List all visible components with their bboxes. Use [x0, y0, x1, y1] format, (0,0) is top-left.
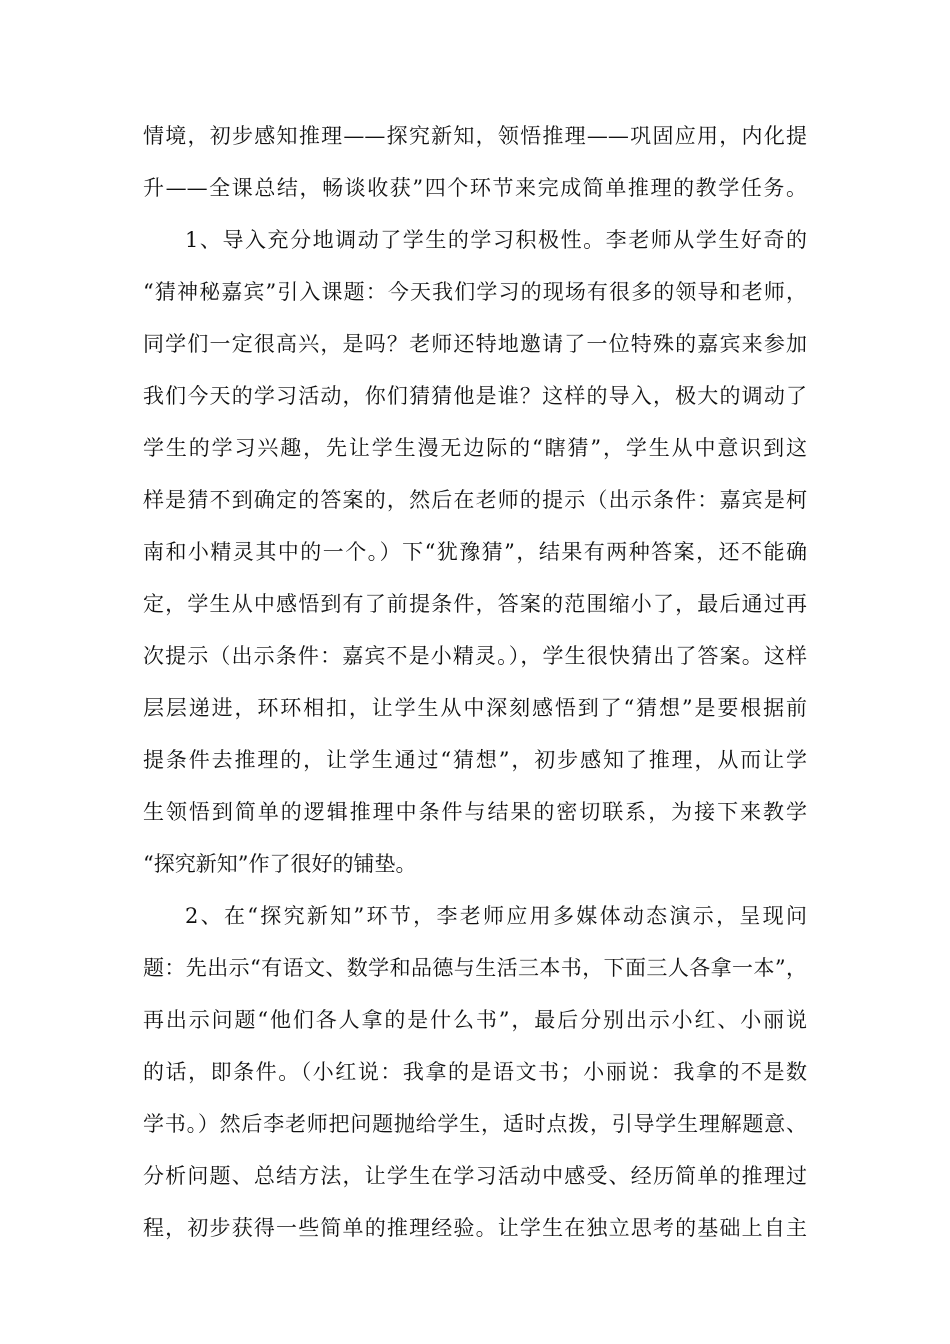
- paragraph-line: 样是猜不到确定的答案的，然后在老师的提示（出示条件：嘉宾是柯: [143, 488, 807, 512]
- paragraph-line: 学书。）然后李老师把问题抛给学生，适时点拨，引导学生理解题意、: [143, 1112, 807, 1136]
- paragraph-line: 层层递进，环环相扣，让学生从中深刻感悟到了“猜想”是要根据前: [143, 696, 807, 720]
- paragraph-line: “猜神秘嘉宾”引入课题：今天我们学习的现场有很多的领导和老师，: [143, 280, 807, 304]
- paragraph-line: 题：先出示“有语文、数学和品德与生活三本书，下面三人各拿一本”，: [143, 956, 807, 980]
- paragraph-line: 次提示（出示条件：嘉宾不是小精灵。），学生很快猜出了答案。这样: [143, 644, 807, 668]
- paragraph-line: 分析问题、总结方法，让学生在学习活动中感受、经历简单的推理过: [143, 1164, 807, 1188]
- paragraph-line: 升——全课总结，畅谈收获”四个环节来完成简单推理的教学任务。: [143, 176, 807, 200]
- paragraph-line: 定，学生从中感悟到有了前提条件，答案的范围缩小了，最后通过再: [143, 592, 807, 616]
- paragraph-line: 再出示问题“他们各人拿的是什么书”，最后分别出示小红、小丽说: [143, 1008, 807, 1032]
- paragraph-line: 的话，即条件。（小红说：我拿的是语文书；小丽说：我拿的不是数: [143, 1060, 807, 1084]
- paragraph-line: 学生的学习兴趣，先让学生漫无边际的“瞎猜”，学生从中意识到这: [143, 436, 807, 460]
- paragraph-line: 生领悟到简单的逻辑推理中条件与结果的密切联系，为接下来教学: [143, 800, 807, 824]
- paragraph-line: 南和小精灵其中的一个。）下“犹豫猜”，结果有两种答案，还不能确: [143, 540, 807, 564]
- paragraph-line: 同学们一定很高兴，是吗？老师还特地邀请了一位特殊的嘉宾来参加: [143, 332, 807, 356]
- paragraph-line: 1、导入充分地调动了学生的学习积极性。李老师从学生好奇的: [185, 228, 807, 252]
- paragraph-line: “探究新知”作了很好的铺垫。: [143, 852, 417, 876]
- paragraph-line: 提条件去推理的，让学生通过“猜想”，初步感知了推理，从而让学: [143, 748, 807, 772]
- paragraph-line: 情境，初步感知推理——探究新知，领悟推理——巩固应用，内化提: [143, 124, 807, 148]
- paragraph-line: 2、在“探究新知”环节，李老师应用多媒体动态演示，呈现问: [185, 904, 807, 928]
- paragraph-line: 程，初步获得一些简单的推理经验。让学生在独立思考的基础上自主: [143, 1216, 807, 1240]
- paragraph-line: 我们今天的学习活动，你们猜猜他是谁？这样的导入，极大的调动了: [143, 384, 807, 408]
